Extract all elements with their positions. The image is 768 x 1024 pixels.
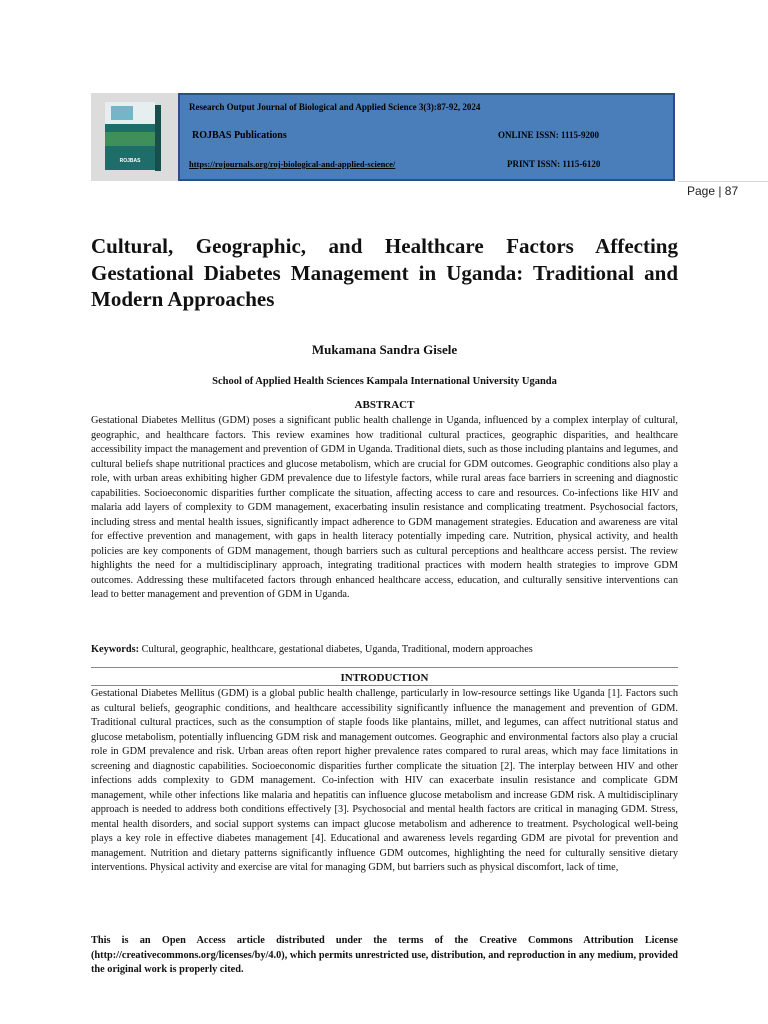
license-notice: This is an Open Access article distributed under the terms of the Creative Commons Attribution License (http://creativecommons.org/licenses/by/4.0), which permits unrestricted use, distribution, and reproduction in any medium, provided the original work is properly cited. bbox=[91, 935, 678, 975]
book-cover bbox=[105, 102, 155, 170]
keywords-list: Cultural, geographic, healthcare, gestational diabetes, Uganda, Traditional, modern approaches bbox=[141, 644, 533, 655]
section-divider bbox=[91, 685, 678, 686]
author-name: Mukamana Sandra Gisele bbox=[311, 342, 458, 357]
introduction-body: Gestational Diabetes Mellitus (GDM) is a global public health challenge, particularly in low-resource settings like Uganda [1]. Factors such as cultural beliefs, geographic conditions, and healthcare accessibility significantly influence the management and prevention of GDM. Traditional cultural practices, such as the consumption of staple foods like plantains, millet, and legumes, can affect nutritional status and glucose metabolism, potentially influencing GDM risk and management outcomes. Geographic and environmental factors also play a crucial role in GDM prevalence and risk. Urban areas often report higher prevalence rates compared to rural areas, which may face limitations in screening and diagnostic capabilities. Socioeconomic disparities further complicate the situation [2]. The interplay between HIV and other infections adds complexity to GDM management. Co-infection with HIV can exacerbate insulin resistance and complicate GDM management, while other infections like malaria and hepatitis can influence glucose metabolism and increase GDM risk. A multidisciplinary approach is needed to address both conditions effectively [3]. Psychosocial and mental health factors are critical in managing GDM. Stress, mental health disorders, and social support systems can impact glucose metabolism and adherence to treatment. Psychological well-being plays a key role in effective diabetes management [4]. Educational and awareness levels regarding GDM are pivotal for prevention and management. Nutrition and dietary patterns significantly influence GDM outcomes, highlighting the need for culturally sensitive dietary interventions. Physical activity and exercise are vital for managing GDM, but barriers such as physical discomfort, lack of time, bbox=[91, 688, 678, 873]
page-number: Page | 87 bbox=[687, 184, 739, 198]
abstract-heading: ABSTRACT bbox=[354, 399, 415, 411]
page-divider bbox=[678, 181, 768, 182]
keywords-label: Keywords: bbox=[91, 644, 140, 655]
section-divider bbox=[91, 667, 678, 668]
print-issn: PRINT ISSN: 1115-6120 bbox=[507, 159, 601, 169]
journal-citation: Research Output Journal of Biological and Applied Science 3(3):87-92, 2024 bbox=[189, 102, 481, 112]
journal-header bbox=[178, 93, 675, 181]
cover-brand: ROJBAS bbox=[119, 158, 141, 164]
author-affiliation: School of Applied Health Sciences Kampala International University Uganda bbox=[212, 376, 557, 387]
introduction-heading: INTRODUCTION bbox=[340, 672, 429, 684]
online-issn: ONLINE ISSN: 1115-9200 bbox=[498, 130, 600, 140]
abstract-body: Gestational Diabetes Mellitus (GDM) poses a significant public health challenge in Uganda, influenced by a complex interplay of cultural, geographic, and healthcare factors. This review examines how traditional cultural practices, geographic disparities, and healthcare accessibility impact the management and prevention of GDM in Uganda. Traditional diets, such as those including plantains and legumes, and cultural beliefs shape nutritional practices and glucose metabolism, which are crucial for GDM outcomes. Geographic conditions also play a role, with urban areas exhibiting higher GDM prevalence due to lifestyle factors, while rural areas face barriers in screening and diagnostic capabilities. Socioeconomic disparities further complicate the situation, affecting access to care and resources. Co-infections like HIV and malaria add layers of complexity to GDM management, exacerbating insulin resistance and complicating treatment. Psychosocial factors, including stress and mental health issues, significantly impact adherence to GDM management strategies. Education and awareness are vital for effective prevention and management, with gaps in health literacy potentially impeding care. Nutrition, physical activity, and health policies are key components of GDM management, though barriers such as cultural perceptions and healthcare access persist. The review highlights the need for a multidisciplinary approach, integrating traditional practices with modern health strategies to improve GDM outcomes. Addressing these multifaceted factors through enhanced healthcare access, education, and culturally sensitive interventions can lead to better management and prevention of GDM in Uganda. bbox=[91, 415, 678, 600]
article-title: Cultural, Geographic, and Healthcare Factors Affecting Gestational Diabetes Management in Uganda: Traditional and Modern Approaches bbox=[91, 234, 678, 311]
publisher-name: ROJBAS Publications bbox=[192, 130, 287, 141]
journal-url-link[interactable]: https://rojournals.org/roj-biological-and-applied-science/ bbox=[189, 159, 396, 169]
journal-cover-image bbox=[91, 93, 178, 181]
keywords bbox=[91, 644, 678, 655]
